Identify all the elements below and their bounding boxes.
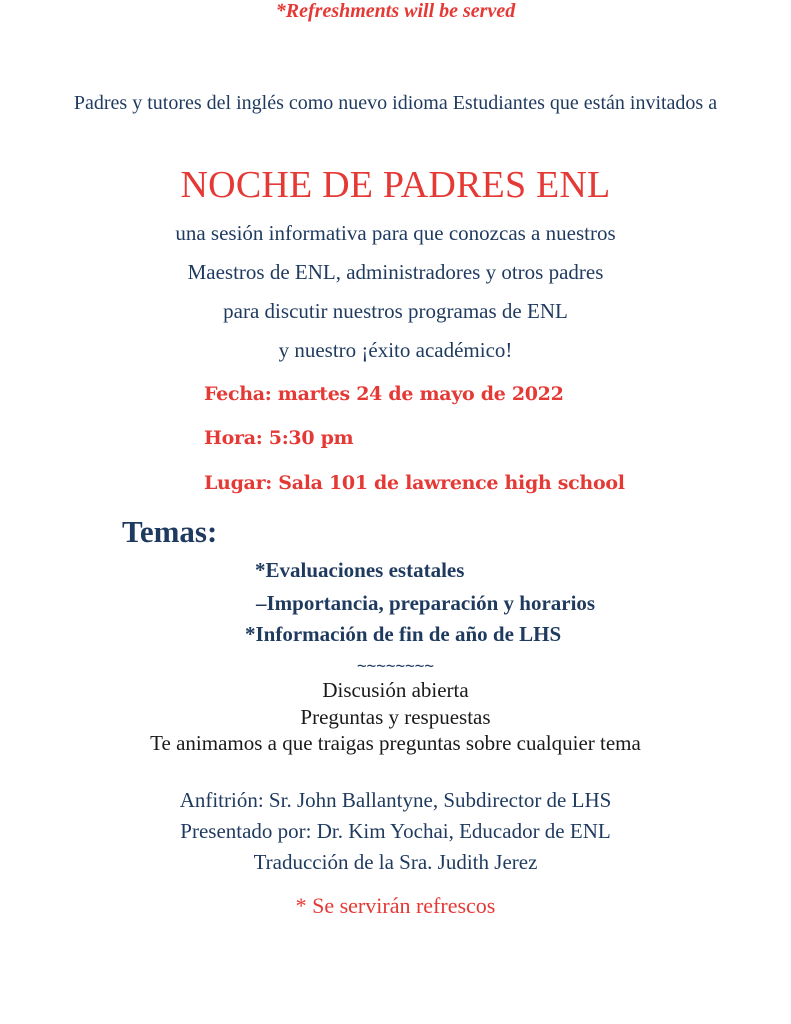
presenter-credit: Presentado por: Dr. Kim Yochai, Educador de ENL — [180, 819, 611, 843]
event-time: Hora: 5:30 pm — [204, 427, 354, 449]
description-line: y nuestro ¡éxito académico! — [278, 338, 513, 362]
topic-item: –Importancia, preparación y horarios — [256, 591, 596, 615]
translation-credit: Traducción de la Sra. Judith Jerez — [253, 850, 538, 874]
open-line: Te animamos a que traigas preguntas sobre cualquier tema — [150, 731, 641, 755]
description-line: Maestros de ENL, administradores y otros padres — [187, 260, 604, 284]
host-credit: Anfitrión: Sr. John Ballantyne, Subdirector de LHS — [179, 788, 612, 812]
refreshments-footer: * Se servirán refrescos — [295, 893, 496, 918]
open-line: Discusión abierta — [322, 678, 469, 702]
event-date: Fecha: martes 24 de mayo de 2022 — [204, 383, 564, 405]
open-line: Preguntas y respuestas — [300, 705, 491, 729]
event-title: NOCHE DE PADRES ENL — [180, 164, 611, 206]
topics-heading: Temas: — [122, 514, 218, 549]
topic-item: *Evaluaciones estatales — [255, 558, 465, 582]
description-line: una sesión informativa para que conozcas a nuestros — [175, 221, 616, 245]
intro-text: Padres y tutores del inglés como nuevo idioma Estudiantes que están invitados a — [73, 92, 718, 114]
divider: ~~~~~~~~ — [356, 656, 435, 675]
description-line: para discutir nuestros programas de ENL — [223, 299, 568, 323]
topic-item: *Información de fin de año de LHS — [245, 622, 562, 646]
refreshments-note: *Refreshments will be served — [275, 0, 516, 22]
event-location: Lugar: Sala 101 de lawrence high school — [204, 472, 625, 494]
